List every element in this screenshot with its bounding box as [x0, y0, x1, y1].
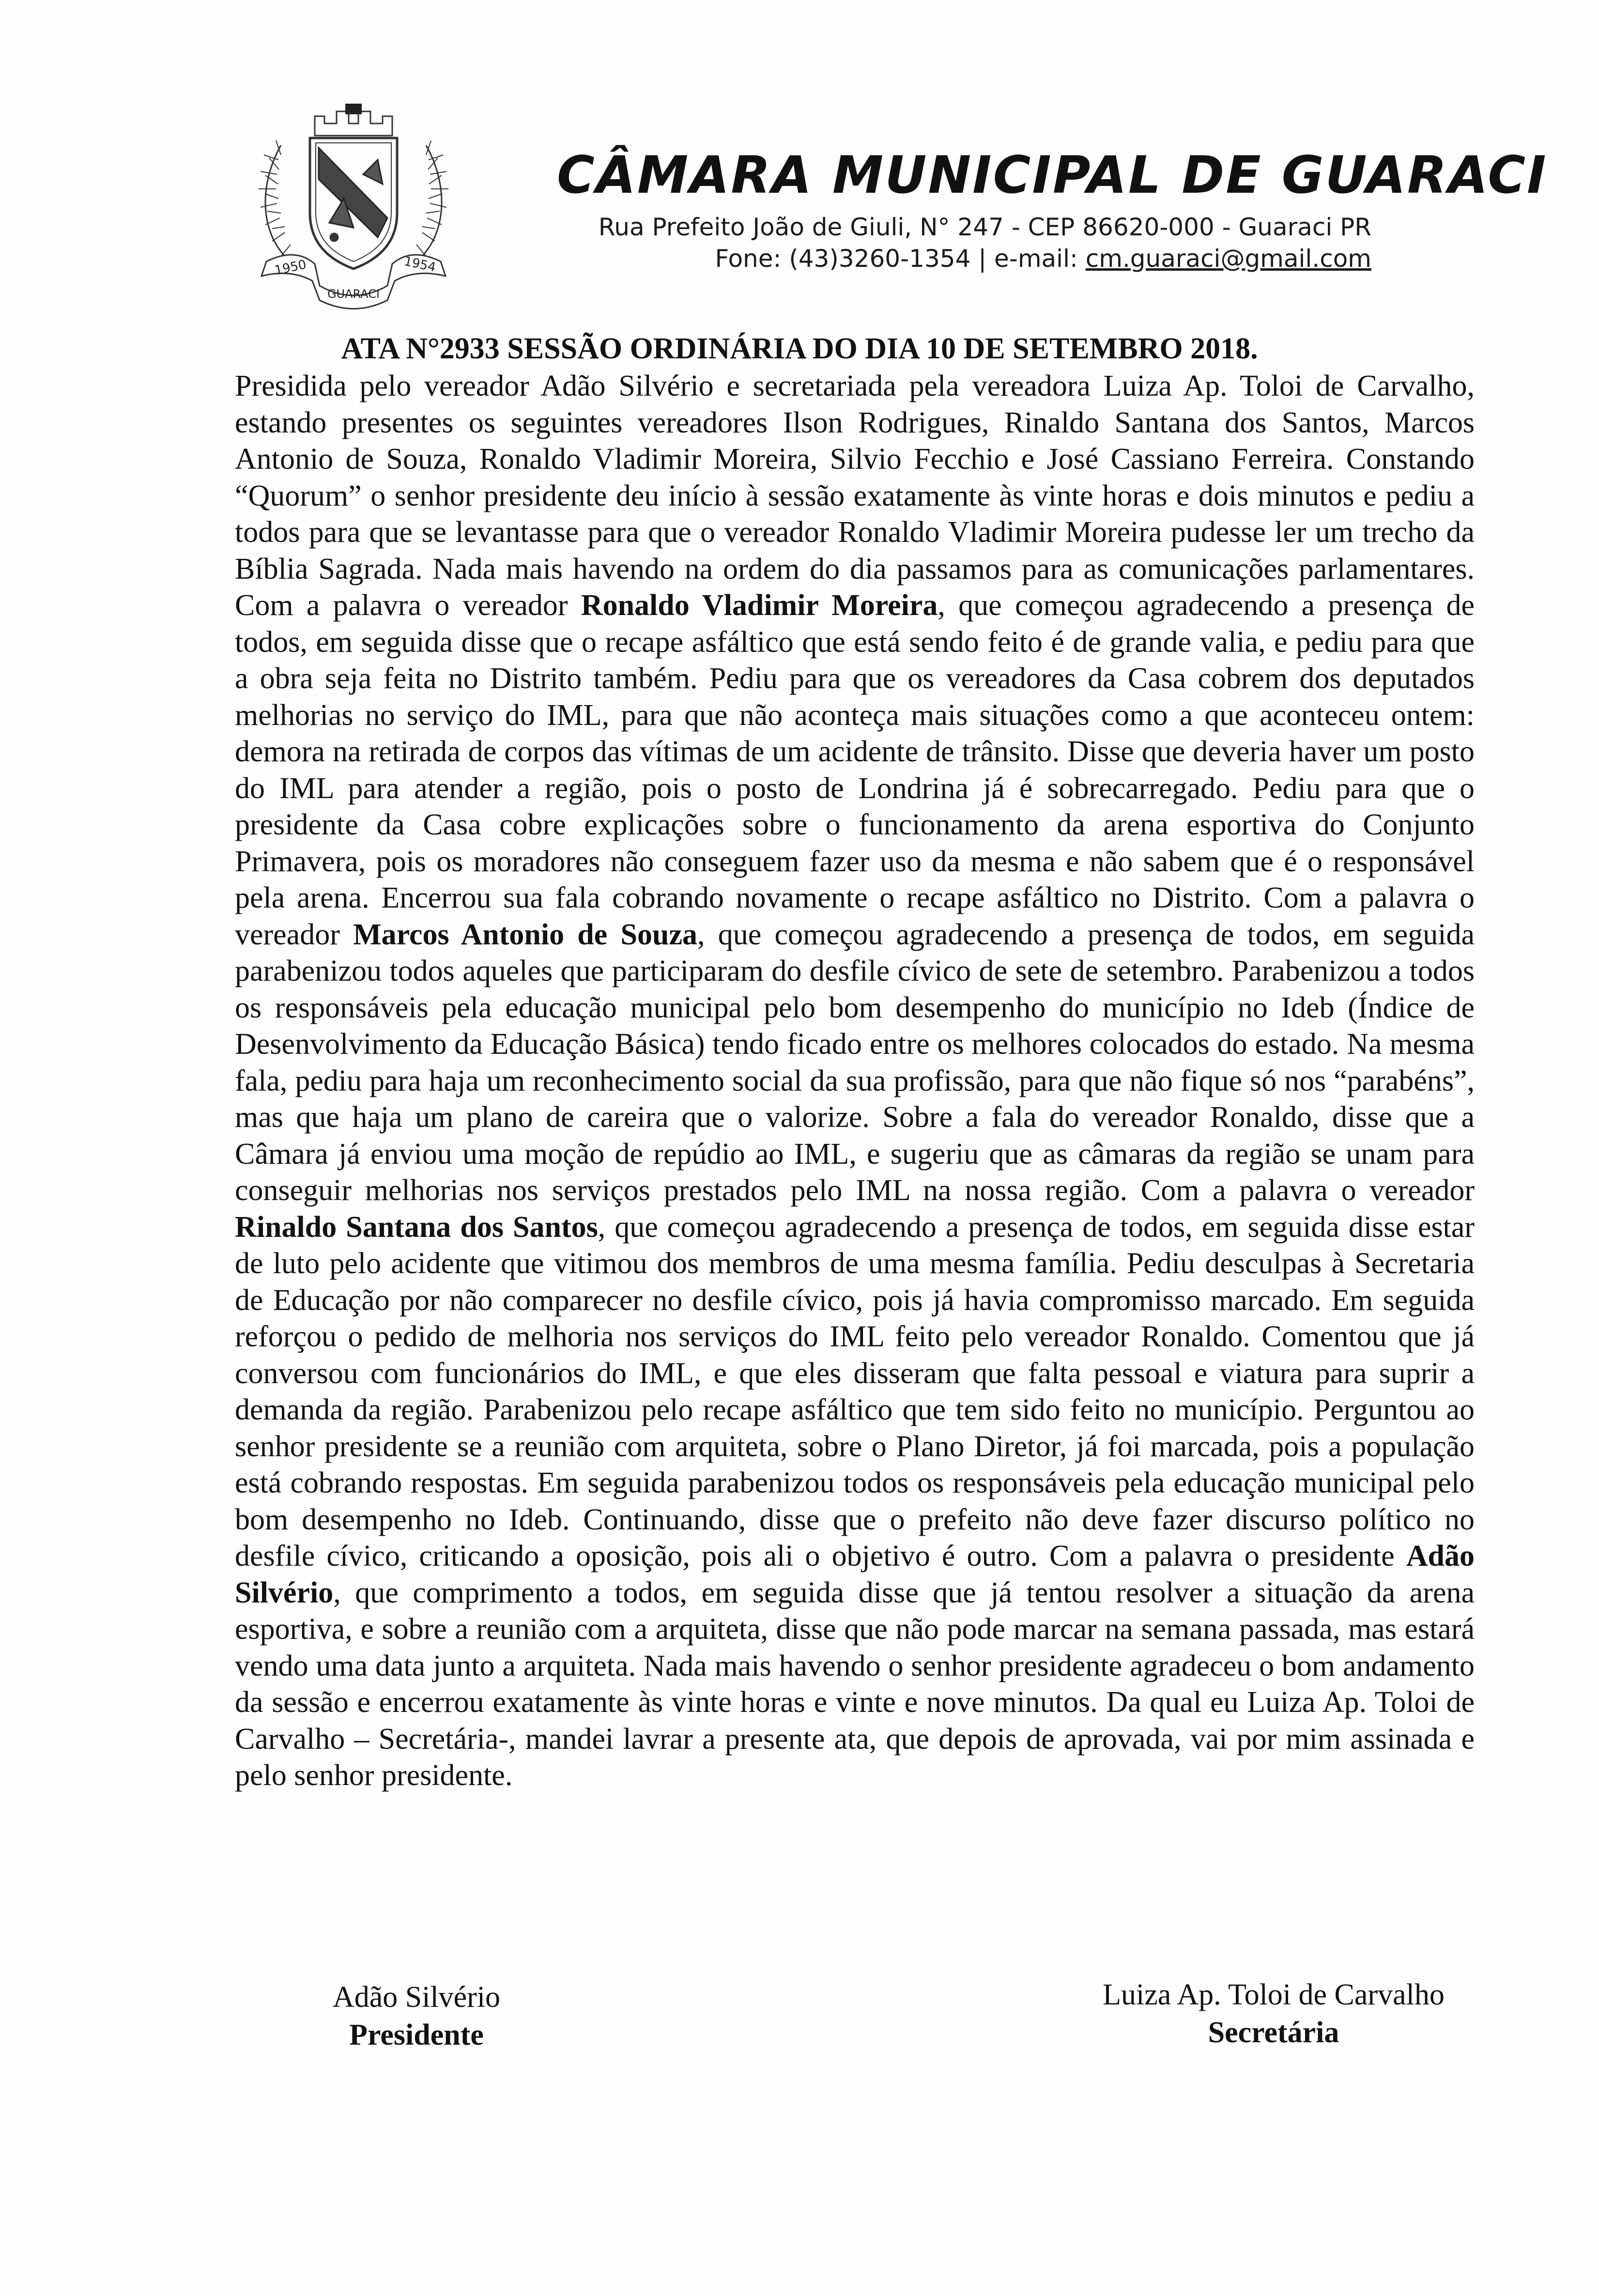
crest-year-left: 1950 — [273, 257, 308, 278]
speaker-name: Adão Silvério — [235, 1540, 1475, 1609]
crest-banner-text: GUARACI — [327, 287, 380, 301]
signature-name: Luiza Ap. Toloi de Carvalho — [1103, 1978, 1445, 2011]
institution-title: CÂMARA MUNICIPAL DE GUARACI — [557, 145, 1548, 205]
crest-year-right: 1954 — [402, 254, 437, 275]
speaker-name: Rinaldo Santana dos Santos — [235, 1210, 598, 1244]
speaker-name: Marcos Antonio de Souza — [353, 918, 698, 951]
body-text-segment: Presidida pelo vereador Adão Silvério e secretariada pela vereadora Luiza Ap. Toloi de Carvalho, estando presentes os seguintes vereadores Ilson Rodrigues, Rinaldo Santana dos Santos, Marcos Antonio de Souza, Ronaldo Vladimir Moreira, Silvio Fecchio e José Cassiano Ferreira. Constando “Quorum” o senhor presidente deu início à sessão exatamente às vinte horas e dois minutos e pediu a todos para que se levantasse para que o vereador Ronaldo Vladimir Moreira pudesse ler um trecho da Bíblia Sagrada. Nada mais havendo na ordem do dia passamos para as comunicações parlamentares. Com a palavra o vereador — [235, 370, 1475, 622]
minutes-body — [235, 368, 1475, 1794]
minutes-title: ATA N°2933 SESSÃO ORDINÁRIA DO DIA 10 DE SETEMBRO 2018. — [341, 332, 1258, 365]
municipal-crest-logo — [232, 102, 475, 315]
signature-role: Presidente — [349, 2019, 484, 2051]
speaker-name: Ronaldo Vladimir Moreira — [581, 589, 938, 622]
body-text-segment: , que começou agradecendo a presença de todos, em seguida disse estar de luto pelo acidente que vitimou dos membros de uma mesma família. Pediu desculpas à Secretaria de Educação por não comparecer no desfile cívico, pois já havia compromisso marcado. Em seguida reforçou o pedido de melhoria nos serviços do IML feito pelo vereador Ronaldo. Comentou que já conversou com funcionários do IML, e que eles disseram que falta pessoal e viatura para suprir a demanda da região. Parabenizou pelo recape asfáltico que tem sido feito no município. Perguntou ao senhor presidente se a reunião com arquiteta, sobre o Plano Diretor, já foi marcada, pois a população está cobrando respostas. Em seguida parabenizou todos os responsáveis pela educação municipal pelo bom desempenho no Ideb. Continuando, disse que o prefeito não deve fazer discurso político no desfile cívico, criticando a oposição, pois ali o objetivo é outro. Com a palavra o presidente — [235, 1210, 1475, 1572]
signature-name: Adão Silvério — [332, 1981, 501, 2014]
signature-role: Secretária — [1208, 2016, 1339, 2049]
contact-email-link[interactable]: cm.guaraci@gmail.com — [1085, 245, 1371, 273]
body-text-segment: , que comprimento a todos, em seguida disse que já tentou resolver a situação da arena esportiva, e sobre a reunião com a arquiteta, disse que não pode marcar na semana passada, mas estará vendo uma data junto a arquiteta. Nada mais havendo o senhor presidente agradeceu o bom andamento da sessão e encerrou exatamente às vinte horas e vinte e nove minutos. Da qual eu Luiza Ap. Toloi de Carvalho – Secretária-, mandei lavrar a presente ata, que depois de aprovada, vai por mim assinada e pelo senhor presidente. — [235, 1576, 1475, 1792]
institution-contact — [715, 245, 1371, 273]
body-text-segment: , que começou agradecendo a presença de todos, em seguida disse que o recape asfáltico que está sendo feito é de grande valia, e pediu para que a obra seja feita no Distrito também. Pediu para que os vereadores da Casa cobrem dos deputados melhorias no serviço do IML, para que não aconteça mais situações como a que aconteceu ontem: demora na retirada de corpos das vítimas de um acidente de trânsito. Disse que deveria haver um posto do IML para atender a região, pois o posto de Londrina já é sobrecarregado. Pediu para que o presidente da Casa cobre explicações sobre o funcionamento da arena esportiva do Conjunto Primavera, pois os moradores não conseguem fazer uso da mesma e não sabem que é o responsável pela arena. Encerrou sua fala cobrando novamente o recape asfáltico no Distrito. Com a palavra o vereador — [235, 589, 1475, 951]
signature-president — [291, 1978, 542, 2054]
signature-secretary — [1065, 1976, 1482, 2051]
body-text-segment: , que começou agradecendo a presença de todos, em seguida parabenizou todos aqueles que participaram do desfile cívico de sete de setembro. Parabenizou a todos os responsáveis pela educação municipal pelo bom desempenho do município no Ideb (Índice de Desenvolvimento da Educação Básica) tendo ficado entre os melhores colocados do estado. Na mesma fala, pediu para haja um reconhecimento social da sua profissão, para que não fique só nos “parabéns”, mas que haja um plano de careira que o valorize. Sobre a fala do vereador Ronaldo, disse que a Câmara já enviou uma moção de repúdio ao IML, e sugeriu que as câmaras da região se unam para conseguir melhorias nos serviços prestados pelo IML na nossa região. Com a palavra o vereador — [235, 918, 1475, 1207]
institution-address: Rua Prefeito João de Giuli, N° 247 - CEP 86620-000 - Guaraci PR — [598, 213, 1371, 241]
contact-phone: Fone: (43)3260-1354 | e-mail: — [715, 245, 1086, 273]
